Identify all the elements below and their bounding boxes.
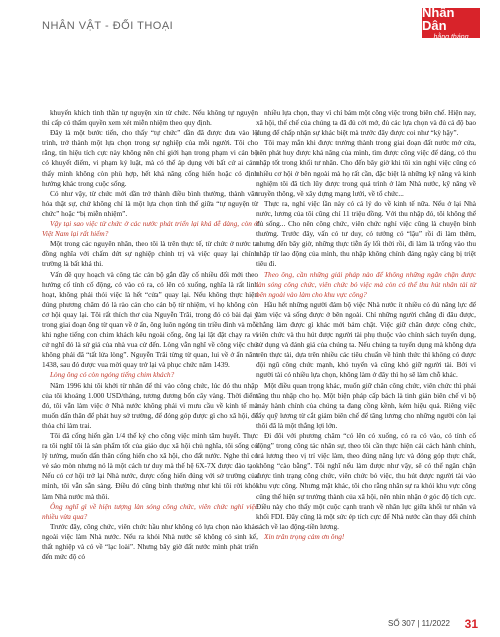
interview-question: Lòng ông có còn ngóng tiếng chim khách? — [50, 370, 175, 380]
page-number: 31 — [464, 617, 478, 631]
page-header — [0, 0, 500, 40]
interview-question: Ông nghĩ gì về hiện tượng làn sóng công chức, viên chức nghỉ việc nhiều vừa qua? — [42, 501, 258, 521]
article-paragraph: Năm 1996 khi tôi khởi từ nhân để thì vào công chức, lúc đó thu nhập của tôi khoảng 1.000 USD/tháng, tương đương bốn cây vàng. Thời điểm đó, tôi vẫn làm việc ở Nhà nước không phải vì mưu cầu về kinh tế mà muốn dấn thân để phát huy sở trường, để đóng góp được gì cho xã hội, để thỏa chí làm trai. — [42, 380, 258, 430]
issue-label: SỐ 307 | 11/2022 — [388, 619, 450, 628]
page-footer — [0, 613, 500, 637]
article-column-left — [42, 108, 258, 562]
article-paragraph: Thực ra, nghỉ việc lần này có cả lý do về kinh tế nữa. Nếu ở lại Nhà nước, lương của tôi cũng chỉ 11 triệu đồng. Với thu nhập đó, tôi không thể đủ sống... Cho nên công chức, viên chức nghỉ việc cũng là chuyện bình thường. Trước đây, vấn có tư duy, có tưởng có “lậu” rồi đi làm thêm, nhưng đến bây giờ, những thực tiễn ấy lối thời rồi, đi làm là trống vào thu nhập từ lao động của mình, thu nhập không chính đáng ngày càng bị triệt tiêu đi. — [256, 198, 476, 269]
article-paragraph: Đi đôi với phương châm “có lên có xuống, có ra có vào, có tính cố động” trong công tác nhân sự, theo tôi cần thực hiện cải cách hành chính, trả lương theo vị trí việc làm, theo đúng năng lực và đóng góp thực chất, không “cào bằng”. Tôi nghĩ nếu làm được như vậy, sẽ có thể ngăn chặn được tình trạng công chức, viên chức bỏ việc, thu hút được người tài vào khu vực công. Nhưng mặt khác, tôi cho rằng nhân sự ra khỏi khu vực công cũng thể hiện sự trưởng thành của xã hội, nên nhìn nhận ở góc độ tích cực. Điều này cho thấy một cuộc cạnh tranh về nhân lực giữa khối tư nhân và khối FDI. Đây cũng là một sức ép tích cực để Nhà nước cần thay đổi chính sách về lao động-tiền lương. — [256, 431, 476, 531]
article-paragraph: khuyến khích tinh thần tự nguyện xin từ chức. Nếu không tự nguyện thì cấp có thẩm quyền xem xét miễn nhiệm theo quy định. — [42, 108, 258, 128]
article-paragraph: Hầu hết những người đảm bộ việc Nhà nước ít nhiều có đủ năng lực để làm việc và sống được ở bên ngoài. Chỉ những người chẳng đi đâu được, chẳng làm được gì khác mới bám chặt. Việc giữ chân được công chức, viên chức và thu hút được người tài phụ thuộc vào chính sách tuyển dụng, sử dụng và đánh giá của chúng ta. Nếu chúng ta tuyển dụng mà không dựa trên thực tài, dựa trên nhiều các tiêu chuẩn về hình thức thì không có được đội ngũ công chức mạnh, khó tuyển và cũng khó giữ người tài. Bởi vì người tài có nhiều lựa chọn, không làm ở đây thì họ sẽ làm chỗ khác. — [256, 299, 476, 380]
section-title: NHÂN VẬT - ĐỐI THOẠI — [42, 20, 174, 32]
article-paragraph: Vấn đề quy hoạch và công tác cán bộ gắn đầy cố nhiều đối mới theo hướng cố tính cố động, có vào có ra, có lên có xuống, nghĩa là rất linh hoạt, không phải thói việc là hết “cửa” quay lại. Nếu không thực hiện đúng phương châm đó là rào cản cho cán bộ từ nhiệm, vì họ không còn cơ hội quay lại. Tôi rất thích thơ của Nguyễn Trãi, trong đó có bài đại ý trong giai đoạn ông từ quan về ở ẩn, ông luôn ngóng tin triều đình và mỗi khi nghe tiếng con chim khách kêu ngoài cổng, ông lại lật đật chạy ra vì cứ nghĩ đó là sứ giả của nhà vua cử đến. Lòng vẫn nghĩ về công việc chứ không phải đã “tất lửa lòng”. Nguyễn Trãi từng từ quan, lui về ở ẩn năm 1438, sau đó được vua mời quay trở lại và phục chức năm 1439. — [42, 269, 258, 370]
interview-question: Theo ông, cần những giải pháp nào để không những ngăn chặn được làn sóng công chức, viên chức bỏ việc mà còn có thể thu hút nhân tài từ bên ngoài vào làm cho khu vực công? — [256, 269, 476, 299]
article-paragraph: Đây là một bước tiến, cho thấy “tự chức” dần đã được đưa vào lộ trình, trở thành một lựa chọn trong sự nghiệp của mỗi người. Tôi cho rằng, tín hiệu tích cực này không nên chỉ giới hạn trong phạm vi cán bộ có khuyết điểm, vi phạm kỷ luật, mà có thể áp dụng với bất cứ ai cảm thấy mình không còn phù hợp, hết khả năng cống hiến hoặc có định hướng khác trong cuộc sống. — [42, 128, 258, 188]
article-paragraph: Trước đây, công chức, viên chức hầu như không có lựa chọn nào khác ngoài việc làm Nhà nước. Nếu ra khỏi Nhà nước sẽ không có sinh kế, thất nghiệp và có về “lạc loài”. Nhưng bây giờ đất nước mình phát triển đến mức độ có — [42, 521, 258, 562]
article-paragraph: Một trong các nguyên nhân, theo tôi là trên thực tế, từ chức ở nước ta đồng nghĩa với chấm dứt sự nghiệp chính trị và việc quay lại chính trường là bất khả thi. — [42, 239, 258, 269]
article-paragraph: nhiều lựa chọn, thay vì chỉ bám một công việc trong biên chế. Hiện nay, xã hội, thế chế của chúng ta đã đủ cởi mở, đủ các lựa chọn và đủ cả độ bao dung để chấp nhận sự khác biệt mà trước đây được coi như “kỳ hậy”. — [256, 108, 476, 138]
article-paragraph: Tôi đã cống hiến gần 1/4 thế kỷ cho công việc mình tâm huyết. Thực ra tôi nghĩ tôi là sản phẩm tốt của giáo dục xã hội chủ nghĩa, tôi sống có lý tưởng, muốn dấn thân cống hiến cho xã hội, cho đất nước. Nghe thì có vẻ sáo mòn nhưng nó là một cách tư duy mà thế hệ 6X-7X được đào tạo. Nếu có cơ hội trở lại Nhà nước, được cống hiến đúng với sở trường của mình, tôi vẫn sẵn sàng. Điều đó cũng bình thường như khi tôi rời khỏi làm Nhà nước mà thôi. — [42, 431, 258, 501]
newspaper-logo — [422, 4, 480, 41]
interview-question: Vậy tại sao việc từ chức ở các nước phát triển lại khá dễ dàng, còn ở Việt Nam lại rất hiếm? — [42, 219, 258, 239]
logo-sub: hằng tháng — [433, 33, 469, 41]
article-paragraph: Tôi may mắn khi được trưởng thành trong giai đoạn đất nước mở cửa, nên phát huy được khả năng của mình, tìm được công việc để dáng, có thu nhập tốt trong khối tư nhân. Cho đến bây giờ khi tôi xin nghỉ việc cũng có nhiều cơ hội ở bên ngoài mà họ rất cần, đặc biệt là những kỹ năng và kinh nghiệm tôi đã tích lũy được trong quá trình ở làm Nhà nước, kỹ năng về truyền thông, về xây dựng mạng lưới, về tổ chức... — [256, 138, 476, 198]
article-paragraph: Có như vậy, từ chức mới dần trở thành điều bình thường, thành văn hóa thật sự, chứ không chỉ là một lựa chọn tình thế giữa “tự nguyện từ chức” hoặc “bị miễn nhiệm”. — [42, 188, 258, 218]
article-paragraph: Một điều quan trọng khác, muốn giữ chân công chức, viên chức thì phải tăng thu nhập cho họ. Một biện pháp cấp bách là tinh giản biên chế vì bộ máy hành chính của chúng ta đang cồng kềnh, kém hiệu quả. Riêng việc lấy quỹ lương từ cắt giảm biên chế để tăng lương cho những người còn lại thôi đã là một thắng lợi lớn. — [256, 380, 476, 430]
article-column-right — [256, 108, 476, 542]
interview-question: Xin trân trọng cảm ơn ông! — [264, 531, 345, 541]
logo-main: Nhân Dân — [422, 4, 455, 33]
